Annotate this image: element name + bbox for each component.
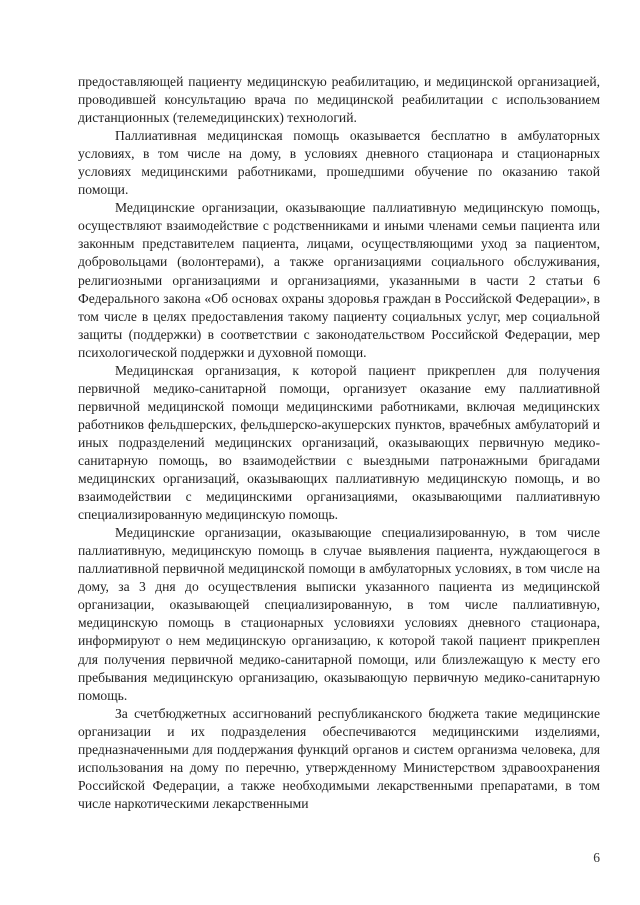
paragraph-specialized-care-notification: Медицинские организации, оказывающие специализированную, в том числе паллиативную, медицинскую помощь в случае выявления пациента, нуждающегося в паллиативной первичной медицинской помощи в амбулаторных условиях, в том числе на дому, за 3 дня до осуществления выписки указанного пациента из медицинской организации, оказывающей специализированную, в том числе паллиативную, медицинскую помощь в стационарных условияхи условиях дневного стационара, информируют о нем медицинскую организацию, к которой такой пациент прикреплен для получения первичной медико-санитарной помощи, или близлежащую к месту его пребывания медицинскую организацию, оказывающую первичную медико-санитарную помощь. [78,525,600,703]
paragraph-cooperation: Медицинские организации, оказывающие паллиативную медицинскую помощь, осуществляют взаимодействие с родственниками и иными членами семьи пациента или законным представителем пациента, лицами, осуществляющими уход за пациентом, добровольцами (волонтерами), а также организациями социального обслуживания, религиозными организациями и организациями, указанными в части 2 статьи 6 Федерального закона «Об основах охраны здоровья граждан в Российской Федерации», в том числе в целях предоставления такому пациенту социальных услуг, мер социальной защиты (поддержки) в соответствии с законодательством Российской Федерации, мер психологической поддержки и духовной помощи. [78,200,600,360]
body-text [78,73,600,813]
paragraph-budget-funding: За счетбюджетных ассигнований республиканского бюджета такие медицинские организации и их подразделения обеспечиваются медицинскими изделиями, предназначенными для поддержания функций органов и систем организма человека, для использования на дому по перечню, утвержденному Министерством здравоохранения Российской Федерации, а также необходимыми лекарственными препаратами, в том числе наркотическими лекарственными [78,705,600,811]
paragraph-palliative-care-free: Паллиативная медицинская помощь оказывается бесплатно в амбулаторных условиях, в том числе на дому, в условиях дневного стационара и стационарных условиях медицинскими работниками, прошедшими обучение по оказанию такой помощи. [78,128,600,198]
paragraph-continuation: предоставляющей пациенту медицинскую реабилитацию, и медицинской организацией, проводившей консультацию врача по медицинской реабилитации с использованием дистанционных (телемедицинских) технологий. [78,74,600,126]
page-number: 6 [593,850,600,865]
paragraph-primary-care-organization: Медицинская организация, к которой пациент прикреплен для получения первичной медико-санитарной помощи, организует оказание ему паллиативной первичной медицинской помощи медицинскими работниками, включая медицинских работников фельдшерских, фельдшерско-акушерских пунктов, врачебных амбулаторий и иных подразделений медицинских организаций, оказывающих первичную медико-санитарную помощь, во взаимодействии с выездными патронажными бригадами медицинских организаций, оказывающих паллиативную медицинскую помощь, и во взаимодействии с медицинскими организациями, оказывающими паллиативную специализированную медицинскую помощь. [78,362,600,523]
